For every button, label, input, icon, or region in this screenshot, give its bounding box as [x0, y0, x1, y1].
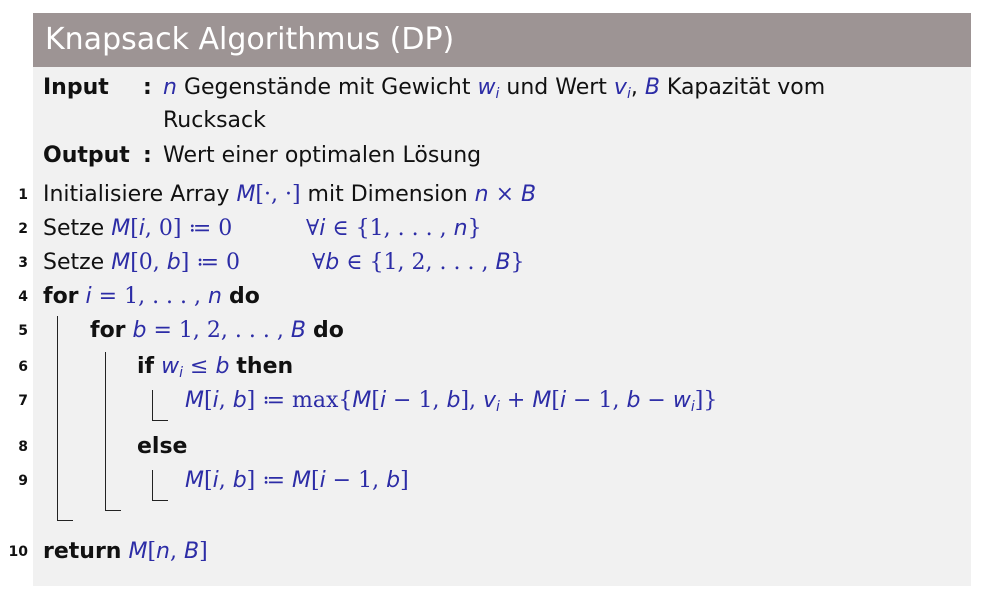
input-text-part: Kapazität vom [659, 75, 826, 100]
input-text-part: Gegenstände mit Gewicht [176, 75, 478, 100]
code-line-1 [43, 180, 536, 210]
code-token: = 1, . . . , [91, 284, 209, 309]
code-token: b [232, 388, 247, 413]
code-token: [ [310, 468, 320, 493]
code-token: × [488, 182, 522, 207]
code-token: − 1, [325, 468, 387, 493]
code-token: ] ≔ [246, 468, 292, 493]
code-token [222, 284, 229, 309]
if-block-end [152, 420, 168, 421]
code-token: M [352, 388, 372, 413]
keyword-do: do [228, 284, 260, 309]
code-token: v [483, 388, 497, 413]
code-line-4 [43, 282, 260, 312]
keyword-return: return [43, 539, 122, 564]
for-block-end-outer [57, 520, 73, 521]
line-number: 8 [18, 439, 28, 455]
code-token: [ [371, 388, 380, 413]
code-token: b [132, 318, 147, 343]
code-token: [·, ·] [255, 182, 301, 207]
code-token: b [626, 388, 641, 413]
input-B: B [644, 75, 660, 100]
code-token: ] [400, 468, 409, 493]
keyword-if: if [137, 354, 155, 379]
code-token: , 0] ≔ 0 [144, 216, 233, 241]
code-token: } [467, 216, 482, 241]
code-line-9 [185, 466, 409, 496]
code-token: [ [130, 216, 139, 241]
input-separator: : [143, 75, 152, 100]
code-token: b [325, 250, 340, 275]
code-token [306, 318, 313, 343]
line-number: 1 [18, 187, 28, 203]
code-token: Initialisiere Array [43, 182, 237, 207]
code-token: i [212, 388, 219, 413]
keyword-for: for [90, 318, 126, 343]
code-token: Setze [43, 250, 112, 275]
code-token: ∀ [306, 216, 320, 241]
code-token: i [138, 216, 145, 241]
code-token: + [499, 388, 533, 413]
keyword-then: then [236, 354, 294, 379]
code-token: B [521, 182, 537, 207]
code-token: w [161, 354, 180, 379]
code-token: i [212, 468, 219, 493]
code-token: M [185, 468, 204, 493]
code-token: B [495, 250, 511, 275]
code-line-7 [185, 386, 717, 416]
else-block-end [152, 500, 168, 501]
code-token: − 1, [386, 388, 447, 413]
input-text-part: und Wert [499, 75, 614, 100]
code-line-3-quantifier [312, 248, 525, 278]
code-line-5 [90, 316, 344, 346]
code-token: i [559, 388, 567, 413]
line-number: 2 [18, 221, 28, 237]
code-line-2 [43, 214, 232, 244]
code-token: ] ≔ 0 [180, 250, 241, 275]
code-token: M [128, 539, 148, 564]
input-v-sub: i [626, 86, 631, 102]
code-token: M [111, 216, 131, 241]
code-token: B [184, 539, 200, 564]
input-text-part: , [630, 75, 645, 100]
code-token: ] ≔ max{ [246, 388, 353, 413]
input-n: n [163, 75, 177, 100]
code-token: [0, [130, 250, 167, 275]
code-token: w [672, 388, 691, 413]
code-token: , [218, 468, 233, 493]
code-token: b [232, 468, 247, 493]
code-token: b [386, 468, 401, 493]
keyword-for: for [43, 284, 79, 309]
code-line-10 [43, 537, 208, 567]
line-number: 5 [18, 323, 28, 339]
code-token: i [179, 365, 184, 381]
code-token: i [319, 216, 326, 241]
code-token: − [640, 388, 673, 413]
line-number: 9 [18, 473, 28, 489]
code-token: = 1, 2, . . . , [146, 318, 291, 343]
input-row [43, 73, 109, 103]
code-token: ] [199, 539, 208, 564]
code-token [126, 318, 133, 343]
code-token: n [208, 284, 222, 309]
code-token: M [236, 182, 256, 207]
line-number: 3 [18, 255, 28, 271]
code-token: M [291, 468, 311, 493]
code-token: B [290, 318, 306, 343]
keyword-else: else [137, 434, 188, 459]
for-block-bar-outer [57, 316, 58, 520]
code-token: i [85, 284, 92, 309]
input-text-line2: Rucksack [163, 108, 266, 133]
code-line-2-quantifier [306, 214, 482, 244]
code-token: b [446, 388, 461, 413]
code-token: , [170, 539, 184, 564]
code-token: n [474, 182, 489, 207]
code-line-6 [137, 352, 293, 382]
code-token: M [532, 388, 552, 413]
code-token: ]} [694, 388, 718, 413]
code-token: [ [147, 539, 157, 564]
code-token: M [111, 250, 131, 275]
code-token: M [185, 388, 204, 413]
code-token: } [510, 250, 525, 275]
code-token: i [319, 468, 326, 493]
code-token: i [496, 399, 500, 415]
output-label: Output [43, 143, 130, 168]
if-block-bar [152, 390, 153, 420]
for-block-bar-inner [105, 352, 106, 510]
algorithm-title: Knapsack Algorithmus (DP) [33, 13, 971, 67]
output-separator: : [143, 143, 152, 168]
else-block-bar [152, 470, 153, 500]
code-token: mit Dimension [300, 182, 475, 207]
code-token: ∈ {1, . . . , [325, 216, 454, 241]
input-text [163, 73, 825, 103]
line-number: 10 [8, 544, 28, 560]
code-token: n [453, 216, 468, 241]
code-token: b [215, 354, 230, 379]
input-label: Input [43, 75, 109, 100]
code-token [79, 284, 86, 309]
code-token: − 1, [566, 388, 627, 413]
code-token: i [379, 388, 387, 413]
code-token: ∈ {1, 2, . . . , [339, 250, 496, 275]
code-token: Setze [43, 216, 112, 241]
code-token: i [690, 399, 695, 415]
code-token: [ [551, 388, 560, 413]
code-token: [ [203, 388, 213, 413]
input-w: w [477, 75, 496, 100]
for-block-end-inner [105, 510, 121, 511]
line-number: 7 [18, 393, 28, 409]
code-token: ], [460, 388, 484, 413]
code-token: b [166, 250, 181, 275]
code-token: [ [203, 468, 213, 493]
code-token: ≤ [183, 354, 216, 379]
code-line-3 [43, 248, 240, 278]
code-token: n [156, 539, 170, 564]
line-number: 4 [18, 289, 28, 305]
input-w-sub: i [495, 86, 500, 102]
input-v: v [613, 75, 627, 100]
line-number: 6 [18, 359, 28, 375]
keyword-do: do [312, 318, 344, 343]
code-token: , [218, 388, 233, 413]
output-text: Wert einer optimalen Lösung [163, 143, 482, 168]
code-token: ∀ [312, 250, 326, 275]
